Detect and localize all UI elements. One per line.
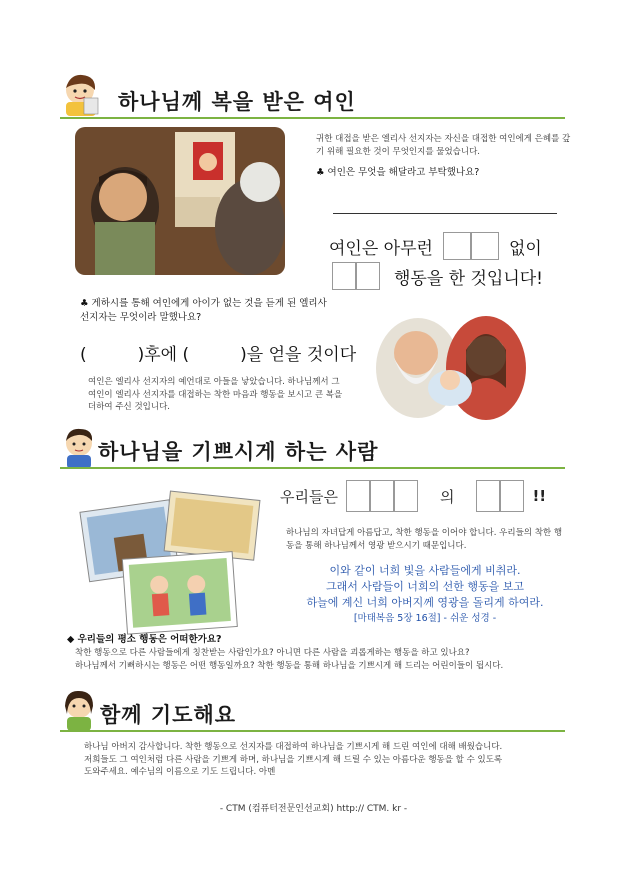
section3-title: 함께 기도해요: [100, 703, 237, 727]
section2-paragraph: 하나님의 자녀답게 아름답고, 착한 행동을 이어야 합니다. 우리들의 착한 행동을 통해 하나님께서 영광 받으시기 때문입니다.: [286, 528, 563, 551]
footer-credit: - CTM (컴퓨터전문인선교회) http:// CTM. kr -: [219, 804, 408, 814]
fill-row-1-post: 없이: [508, 238, 542, 259]
fill-row-1-pre: 여인은 아무런: [329, 238, 433, 259]
fill-row-2: [332, 262, 543, 290]
section2-title: 하나님을 기쁘시게 하는 사람: [98, 440, 379, 464]
section2-divider: [60, 467, 565, 469]
fill-sentence[interactable]: ( )후에 ( )을 얻을 것이다: [80, 345, 357, 365]
prayer-text: [84, 741, 574, 779]
fill-row-1: [329, 232, 542, 260]
blank-boxes-2[interactable]: [332, 262, 380, 290]
prayer-line: 하나님 아버지 감사합니다. 착한 행동으로 선지자를 대접하여 하나님을 기쁘시게 해 드린 여인에 대해 배웠습니다.: [84, 742, 503, 752]
reading-kid-icon: [60, 72, 104, 122]
verse-line: 이와 같이 너희 빛을 사람들에게 비취라.: [329, 564, 521, 577]
section2-fill-mid: 의: [439, 487, 455, 506]
verse-source: - 쉬운 성경 -: [443, 613, 497, 624]
section2-blank-boxes-1[interactable]: [346, 480, 418, 512]
section1-title: 하나님께 복을 받은 여인: [118, 90, 356, 114]
section2-line: 착한 행동으로 다른 사람들에게 칭찬받는 사람인가요? 아니면 다른 사람을 괴롭게하는 행동을 하고 있나요?: [75, 648, 470, 658]
section2-question: ◆ 우리들의 평소 행동은 어떠한가요?: [67, 634, 222, 645]
section1-paragraph: 여인은 엘리사 선지자의 예언대로 아들을 낳았습니다. 하나님께서 그 여인이 엘리사 선지자를 대접하는 착한 마음과 행동을 보시고 큰 복을 더하여 주신 것입니다.: [88, 377, 343, 412]
section2-lines: [75, 647, 575, 672]
section1-intro: 귀한 대접을 받은 엘리사 선지자는 자신을 대접한 여인에게 은혜를 갚기 위해 필요한 것이 무엇인지를 물었습니다.: [316, 134, 571, 157]
section2-blank-boxes-2[interactable]: [476, 480, 524, 512]
section1-question1: ♣ 여인은 무엇을 해달라고 부탁했나요?: [316, 167, 480, 178]
section2-fill-row: [280, 480, 546, 512]
verse-line: 그래서 사람들이 너희의 선한 행동을 보고: [325, 580, 525, 593]
kids-photos-illustration: [75, 485, 273, 635]
prayer-line: 저희들도 그 여인처럼 다른 사람을 기쁘게 하며, 하나님을 기쁘시게 해 드릴 수 있는 아름다운 행동을 할 수 있도록: [84, 754, 503, 765]
blank-boxes-1[interactable]: [443, 232, 499, 260]
section1-divider: [60, 117, 565, 119]
praying-kid-icon: [60, 688, 98, 736]
bible-verse: [275, 563, 575, 627]
family-baby-illustration: [358, 298, 540, 440]
section2-fill-post: !!: [532, 487, 547, 505]
fill-row-2-post: 행동을 한 것입니다!: [394, 268, 543, 289]
answer-line[interactable]: [333, 213, 557, 214]
section1-question2: ♣ 게하시를 통해 여인에게 아이가 없는 것을 듣게 된 엘리사 선지자는 무엇이라 말했나요?: [80, 298, 327, 323]
verse-reference: [마태복음 5장 16절]: [353, 613, 441, 624]
section3-divider: [60, 730, 565, 732]
section2-line: 하나님께서 기뻐하시는 행동은 어떤 행동일까요? 착한 행동을 통해 하나님을 기쁘시게 해 드리는 어린이들이 됩시다.: [75, 660, 504, 671]
prayer-line: 도와주세요. 예수님의 이름으로 기도 드립니다. 아멘: [84, 767, 276, 777]
verse-line: 하늘에 계신 너희 아버지께 영광을 돌리게 하여라.: [306, 596, 544, 609]
elisha-scene-illustration: [75, 127, 285, 275]
section2-fill-pre: 우리들은: [280, 487, 338, 506]
